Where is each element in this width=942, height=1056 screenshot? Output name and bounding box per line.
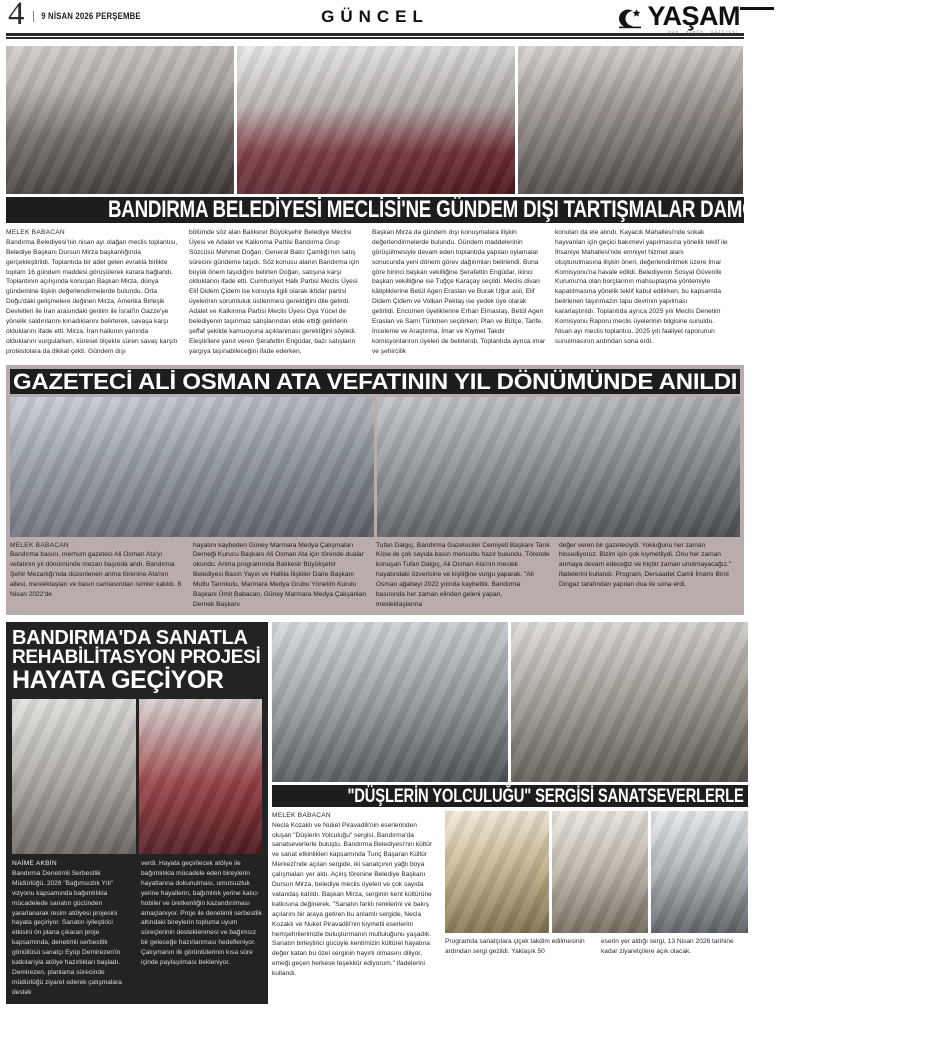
exhibition-opening-photo xyxy=(272,622,508,782)
section2-column-4 xyxy=(559,541,733,610)
article-art-rehabilitation xyxy=(6,622,268,1004)
section1-column-1 xyxy=(6,228,180,357)
visitors-viewing-photo xyxy=(552,811,648,933)
article-journalist-memorial xyxy=(6,365,744,615)
section4-headline xyxy=(272,784,818,807)
workshop-room-photo xyxy=(12,699,136,854)
painting-wall-photo xyxy=(445,811,549,933)
section3-photo-row xyxy=(12,699,262,854)
section1-body-3: Başkan Mirza da gündem dışı konuşmalara ilişkin değerlendirmelerde bulundu. Gündem maddelerinin görüşülmesiyle devam eden toplantıda yapılan oylamalar sonucunda yeni dönem görev dağılımları belirlendi. Buna göre birinci başkan vekilliğine Şerafettin Engüdar, ikinci başkan vekilliğine ise Tuğçe Karaçay seçildi. Meclis divan kâtipliklerine Betül Agen Eraslan ve Burak Uğur asil, Elif Didem Çidem ve Volkan Pektaş ise yedek üye olarak getirildi. Encümen üyeliklerine Erhan Elmastaş, Betül Agen Eraslan ve Sami Türkmen seçilirken; Plan ve Bütçe, Tarife, İnceleme ve Araştırma, İmar ve Kıymet Takdir komisyonlarının üyeleri de belirlendi. Toplantıda ayrıca imar ve şehircilik xyxy=(372,229,546,355)
section4-caption-2-wrap xyxy=(601,937,748,957)
section1-photo-row xyxy=(6,46,744,194)
section1-body-2: bölümde söz alan Balıkesir Büyükşehir Belediye Meclisi Üyesi ve Adalet ve Kalkınma Partisi Bandırma Grup Sözcüsü Mehmet Doğan, General Balcı Çamlığı'nın satış sürecini gündeme taşıdı. Söz konusu alanın Bandırma için büyük önem taşıdığını belirten Doğan, satışına karşı olduklarını ifade etti. Cumhuriyet Halk Partisi Meclis Üyesi Elif Didem Çidem ise konuyla ilgili olarak iktidar partisi üyelerinin sorumluluk üstlenmesi gerektiğini dile getirdi. Adalet ve Kalkınma Partisi Meclis Üyesi Oya Yücel de belediyenin taşınmaz satışlarından elde ettiği gelirlerin şeffaf şekilde kamuoyuna açıklanması gerektiğini söyledi. Eleştirilere yanıt veren Şerafettin Engüdar, bazı satışların yargıya taşınabileceğini ifade ederken, xyxy=(189,229,360,355)
section2-headline xyxy=(10,369,740,394)
section2-column-1 xyxy=(10,541,184,610)
section4-caption-1-wrap xyxy=(445,937,592,957)
section-title: GÜNCEL xyxy=(321,6,429,26)
section1-body-4: konuları da ele alındı. Kayacık Mahallesi'nde sokak hayvanları için geçici bakımevi yapılmasına yönelik teklif ile İhsaniye Mahallesi'nde emniyet hizmet alanı oluşturulmasına ilişkin öneri, değerlendirilmek üzere İmar Komisyonu'na havale edildi. Belediyenin Sosyal Güvenlik Kurumu'na olan borçlarının mahsuplaşma yöntemiyle kapatılmasına yönelik teklif kabul edilirken, bu kapsamda belirlenen taşınmazın tapu devrinin yapılması kararlaştırıldı. Toplantıda ayrıca 2025 yılı Meclis Denetim Komisyonu Raporu meclis üyelerinin bilgisine sunuldu. Nisan ayı meclis toplantısı, 2025 yılı faaliyet raporunun sunulmasının ardından sona erdi. xyxy=(555,229,728,345)
section4-captions xyxy=(445,937,748,957)
masthead-logo xyxy=(619,0,744,35)
section4-byline: MELEK BABACAN xyxy=(272,811,331,819)
graveside-ceremony-photo xyxy=(10,397,374,537)
logo-wordmark: YAŞAM xyxy=(647,0,740,31)
section1-column-4 xyxy=(555,228,729,357)
section2-columns xyxy=(10,541,740,610)
section3-columns xyxy=(12,859,262,997)
council-hall-audience-photo xyxy=(6,46,234,194)
page-number: 4 xyxy=(8,0,25,32)
section3-body-1: Bandırma Denetimli Serbestlik Müdürlüğü, 2026 "Bağımsızlık Yılı" vizyonu kapsamında bağımlılıkla mücadelede sanatın gücünden yararlanarak resim atölyesi projesini hayata geçiriyor. Sanatın iyileştirici etkisini ön plana çıkaran proje kapsamında, denetimli serbestlik gönüllüsü sanatçı Eyüp Demirezen'in katkılarıyla atölye hazırlıkları başladı. Demirezen, planlama sürecinde müdürlüğü ziyaret ederek çalışmalara destek xyxy=(12,869,122,996)
article-council-meeting xyxy=(6,46,840,357)
section4-caption-1: Programda sanatçılara çiçek takdim edilmesinin ardından sergi gezildi. Yaklaşık 50 xyxy=(445,937,585,955)
logo-tagline: GÜN . HABER . GAZETESİ xyxy=(667,30,738,35)
section2-byline: MELEK BABACAN xyxy=(10,541,69,549)
section3-headline-line3: HAYATA GEÇİYOR xyxy=(12,665,224,694)
lower-region xyxy=(6,622,818,1004)
art-studio-chairs-photo xyxy=(139,699,262,854)
section4-body xyxy=(272,811,748,979)
section1-byline: MELEK BABACAN xyxy=(6,229,65,236)
section2-body-4: değer veren bir gazeteciydi. Yokluğunu her zaman hissediyoruz. Bizim için çok kıymetliydi. Onu her zaman anmaya devam edeceğiz ve hiçbir zaman unutmayacağız." ifadelerini kullandı. Program, Dersaadet Camii İmamı Birol Dingaz tarafından yapılan dua ile sona erdi. xyxy=(559,541,732,589)
masthead-date: 9 NİSAN 2026 PERŞEMBE xyxy=(33,11,141,22)
section4-column-1 xyxy=(272,811,438,979)
section3-headline-line2: REHABİLİTASYON PROJESİ xyxy=(12,647,261,669)
gallery-visitors-photo xyxy=(511,622,748,782)
section1-body-1: Bandırma Belediyesi'nin nisan ayı olağan meclis toplantısı, Belediye Başkanı Dursun Mirza başkanlığında gerçekleştirildi. Toplantıda bir adet gelen evrakla birlikte toplam 16 gündem maddesi görüşülerek karara bağlandı. Toplantının açılışında konuşan Başkan Mirza, dünya gündemine ilişkin değerlendirmelerde bulundu. Orta Doğu'daki gelişmelere değinen Mirza, Amerika Birleşik Devletleri ile İran arasındaki gerilim ile İsrail'in Gazze'ye yönelik saldırılarını kınadıklarını belirterek, savaşa karşı olduklarını ifade etti. Mirza, İran halkının yanında olduklarını vurgularken, küresel ölçekte süren savaş karşıtı protestolara da dikkat çekti. Gündem dışı xyxy=(6,238,178,355)
section4-headline-text: "DÜŞLERİN YOLCULUĞU" SERGİSİ SANATSEVERLERLE BULUŞTU xyxy=(347,784,818,807)
masthead xyxy=(6,0,744,36)
member-speaking-photo xyxy=(518,46,743,194)
section3-column-1 xyxy=(12,859,133,997)
section3-headline-line1: BANDIRMA'DA SANATLA xyxy=(12,626,248,649)
section3-byline: NAİME AKBİN xyxy=(12,860,57,868)
section2-headline-text: GAZETECİ ALİ OSMAN ATA VEFATININ YIL DÖNÜMÜNDE ANILDI xyxy=(12,368,738,394)
section2-body-3: Tufan Dalgıç, Bandırma Gazeteciler Cemiyeti Başkanı Tarık Köse ile çok sayıda basın mensubu hazır bulundu. Törende konuşan Tufan Dalgıç, Ali Osman Ata'nın meslek hayatındaki özverisine ve kişiliğine vurgu yaparak, "Ali Osman ağabeyi 2022 yılında kaybettik. Bandırma basınında her zaman elinden geleni yapan, meslektaşlarına xyxy=(376,541,550,608)
section3-body-2: verdi. Hayata geçirilecek atölye ile bağımlılıkla mücadele eden bireylerin hayatlarına dokunulması, umutsuzluk yerine hayallerin, bağımlılık yerine kalıcı hobiler ve üretkenliğin kazandırılması amaçlanıyor. Proje ile denetimli serbestlik altındaki bireylerin topluma uyum süreçlerinin desteklenmesi ve bağımsız bir geleceğe hazırlanması hedefleniyor. Çalışmanın ilk görüntülerinin kısa süre içinde paylaşılması bekleniyor. xyxy=(141,860,262,966)
section2-column-2 xyxy=(193,541,367,610)
section2-photo-row xyxy=(10,397,740,537)
section2-column-3 xyxy=(376,541,550,610)
section1-headline xyxy=(6,196,840,223)
section1-headline-text: BANDIRMA BELEDİYESİ MECLİSİ'NE GÜNDEM DIŞI TARTIŞMALAR DAMGA VURDU xyxy=(107,196,840,223)
section4-photo-row xyxy=(272,622,748,782)
section4-caption-2: eserin yer aldığı sergi, 13 Nisan 2026 tarihine kadar ziyaretçilere açık olacak. xyxy=(601,937,734,955)
section1-column-2 xyxy=(189,228,363,357)
attendees-group-photo xyxy=(377,397,740,537)
mayor-at-podium-photo xyxy=(237,46,515,194)
section1-column-3 xyxy=(372,228,546,357)
article-exhibition xyxy=(272,622,818,1004)
flower-presentation-photo xyxy=(651,811,748,933)
crescent-star-icon xyxy=(619,7,645,29)
section4-article-text: Necla Kozaklı ve Nuket Piravadili'nin eserlerinden oluşan "Düşlerin Yolculuğu" sergisi, Bandırma'da sanatseverlerle buluştu. Bandırma Belediyesi'nin kültür ve sanat etkinlikleri kapsamında Tunç Başaran Kültür Merkezi'nde açılan sergide, iki sanatçının yağlı boya çalışmaları yer aldı. Açılış törenine Belediye Başkanı Dursun Mirza, belediye meclis üyeleri ve çok sayıda vatandaş katıldı. Başkan Mirza, serginin kent kültürüne katkısına değinerek, "Sanatın farklı renklerini ve bakış açılarını bir araya getiren bu anlamlı sergide, Necla Kozaklı ve Nuket Piravadili'nin kıymetli eserlerini hemşehrilerimizle buluşturmanın mutluluğunu yaşadık. Sanatın birleştirici gücüyle kentimizin kültürel hayatına değer katan bu özel serginin hayırlı olmasını diliyor, emeği geçen herkese teşekkür ediyorum." ifadelerini kullandı. xyxy=(272,821,432,978)
section4-right-block xyxy=(445,811,748,979)
section2-body-1: Bandırma basını, merhum gazeteci Ali Osman Ata'yı vefatının yıl dönümünde mezarı başında andı. Bandırma Şehir Mezarlığı'nda düzenlenen anma törenine Ata'nın ailesi, meslektaşları ve basın camiasından isimler katıldı. 8 Nisan 2022'de xyxy=(10,551,182,599)
section2-body-2: hayatını kaybeden Güney Marmara Medya Çalışmaları Derneği Kurucu Başkanı Ali Osman Ata için törende dualar okundu. Anma programında Balıkesir Büyükşehir Belediyesi Basın Yayın ve Halkla İlişkiler Daire Başkanı Mutlu Tanrıkulu, Marmara Medya Grubu Yönetim Kurulu Başkanı Ümit Babacan, Güney Marmara Medya Çalışanları Dernek Başkanı xyxy=(193,541,367,608)
section1-columns xyxy=(6,228,744,357)
section3-headline xyxy=(12,628,262,693)
section3-column-2 xyxy=(141,859,262,997)
section4-side-photo-row xyxy=(445,811,748,933)
